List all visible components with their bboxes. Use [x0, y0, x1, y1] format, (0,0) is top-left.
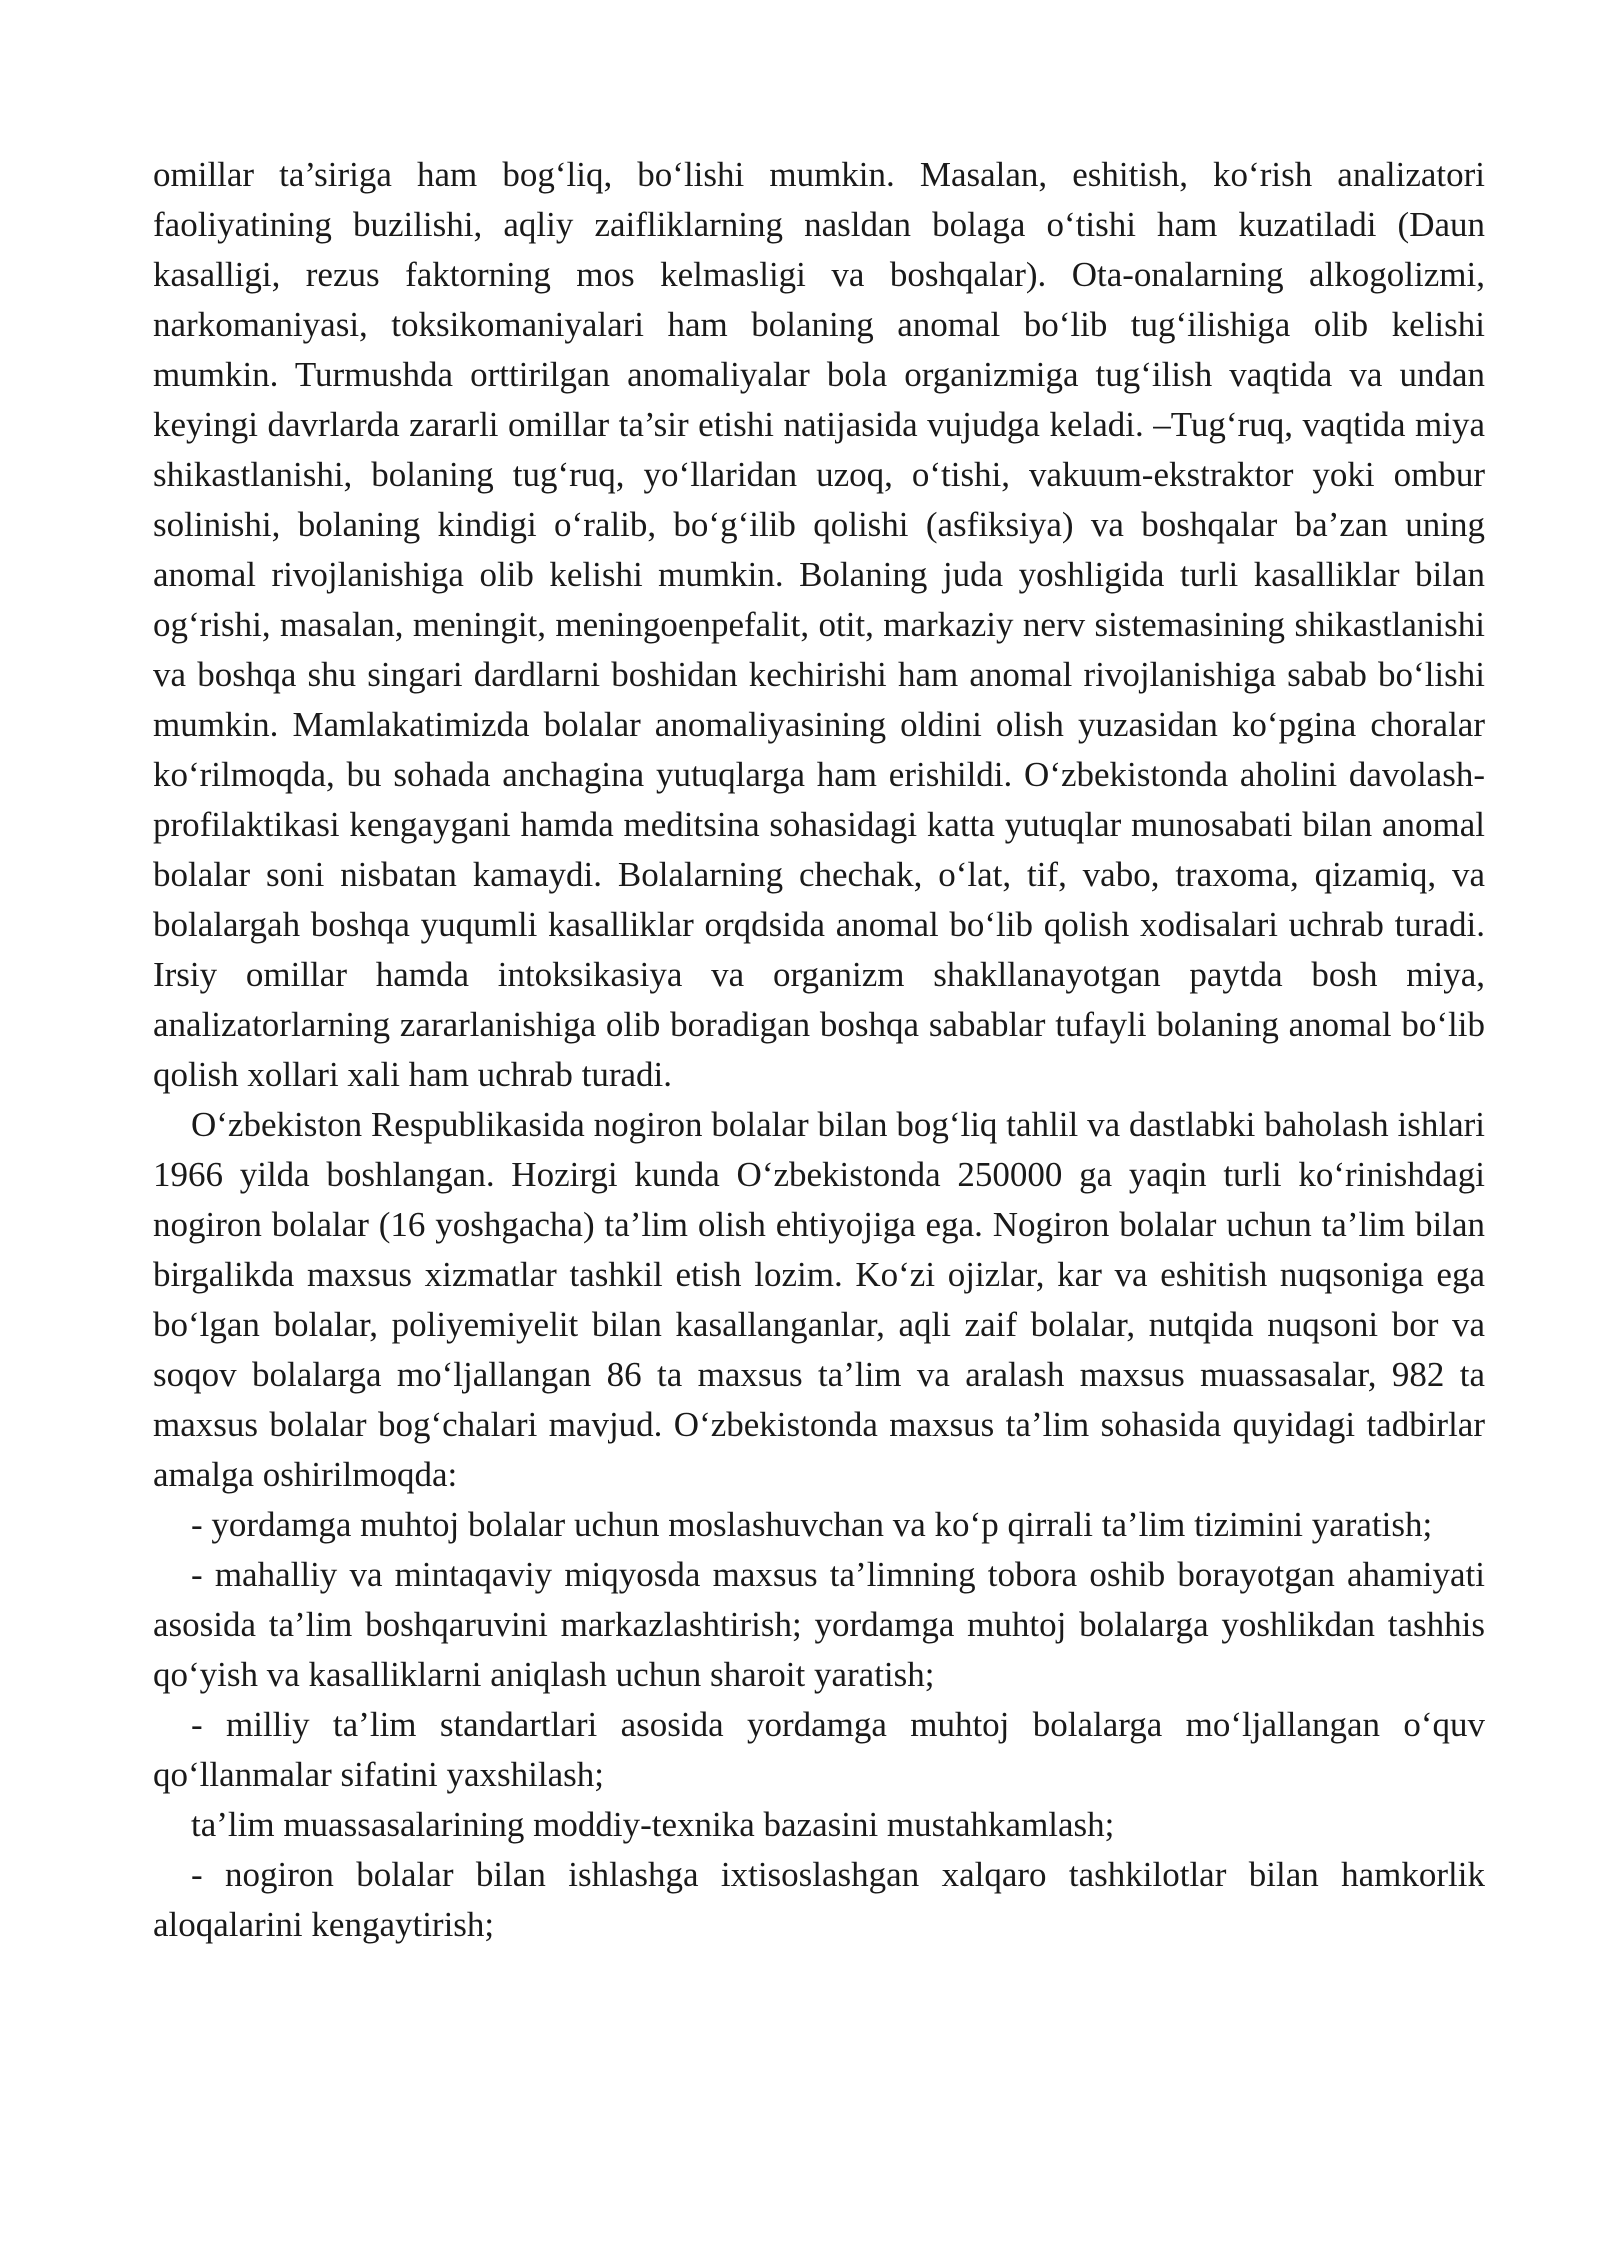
paragraph-uzbekistan-special-education: O‘zbekiston Respublikasida nogiron bolalar bilan bog‘liq tahlil va dastlabki baholash ishlari 1966 yilda boshlangan. Hozirgi kunda O‘zbekistonda 250000 ga yaqin turli ko‘rinishdagi nogiron bolalar (16 yoshgacha) ta’lim olish ehtiyojiga ega. Nogiron bolalar uchun ta’lim bilan birgalikda maxsus xizmatlar tashkil etish lozim. Ko‘zi ojizlar, kar va eshitish nuqsoniga ega bo‘lgan bolalar, poliyemiyelit bilan kasallanganlar, aqli zaif bolalar, nutqida nuqsoni bor va soqov bolalarga mo‘ljallangan 86 ta maxsus ta’lim va aralash maxsus muassasalar, 982 ta maxsus bolalar bog‘chalari mavjud. O‘zbekistonda maxsus ta’lim sohasida quyidagi tadbirlar amalga oshirilmoqda:	[153, 1105, 1485, 1494]
paragraph-anomaly-causes: omillar ta’siriga ham bog‘liq, bo‘lishi mumkin. Masalan, eshitish, ko‘rish analizatori faoliyatining buzilishi, aqliy zaifliklarning nasldan bolaga o‘tishi ham kuzatiladi (Daun kasalligi, rezus faktorning mos kelmasligi va boshqalar). Ota-onalarning alkogolizmi, narkomaniyasi, toksikomaniyalari ham bolaning anomal bo‘lib tug‘ilishiga olib kelishi mumkin. Turmushda orttirilgan anomaliyalar bola organizmiga tug‘ilish vaqtida va undan keyingi davrlarda zararli omillar ta’sir etishi natijasida vujudga keladi. –Tug‘ruq, vaqtida miya shikastlanishi, bolaning tug‘ruq, yo‘llaridan uzoq, o‘tishi, vakuum-ekstraktor yoki ombur solinishi, bolaning kindigi o‘ralib, bo‘g‘ilib qolishi (asfiksiya) va boshqalar ba’zan uning anomal rivojlanishiga olib kelishi mumkin. Bolaning juda yoshligida turli kasalliklar bilan og‘rishi, masalan, meningit, meningoenpefalit, otit, markaziy nerv sistemasining shikastlanishi va boshqa shu singari dardlarni boshidan kechirishi ham anomal rivojlanishiga sabab bo‘lishi mumkin. Mamlakatimizda bolalar anomaliyasining oldini olish yuzasidan ko‘pgina choralar ko‘rilmoqda, bu sohada anchagina yutuqlarga ham erishildi. O‘zbekistonda aholini davolash-profilaktikasi kengaygani hamda meditsina sohasidagi katta yutuqlar munosabati bilan anomal bolalar soni nisbatan kamaydi. Bolalarning chechak, o‘lat, tif, vabo, traxoma, qizamiq, va bolalargah boshqa yuqumli kasalliklar orqdsida anomal bo‘lib qolish xodisalari uchrab turadi. Irsiy omillar hamda intoksikasiya va organizm shakllanayotgan paytda bosh miya, analizatorlarning zararlanishiga olib boradigan boshqa sabablar tufayli bolaning anomal bo‘lib qolish xollari xali ham uchrab turadi.	[153, 155, 1485, 1094]
document-page	[153, 150, 1485, 1950]
list-item-textbooks: - milliy ta’lim standartlari asosida yordamga muhtoj bolalarga mo‘ljallangan o‘quv qo‘llanmalar sifatini yaxshilash;	[153, 1705, 1485, 1794]
list-item-international-cooperation: - nogiron bolalar bilan ishlashga ixtisoslashgan xalqaro tashkilotlar bilan hamkorlik aloqalarini kengaytirish;	[153, 1855, 1485, 1944]
list-item-centralization: - mahalliy va mintaqaviy miqyosda maxsus ta’limning tobora oshib borayotgan ahamiyati asosida ta’lim boshqaruvini markazlashtirish; yordamga muhtoj bolalarga yoshlikdan tashhis qo‘yish va kasalliklarni aniqlash uchun sharoit yaratish;	[153, 1555, 1485, 1694]
list-item-flexible-system: - yordamga muhtoj bolalar uchun moslashuvchan va ko‘p qirrali ta’lim tizimini yaratish;	[191, 1505, 1433, 1544]
list-item-material-base: ta’lim muassasalarining moddiy-texnika bazasini mustahkamlash;	[191, 1805, 1115, 1844]
